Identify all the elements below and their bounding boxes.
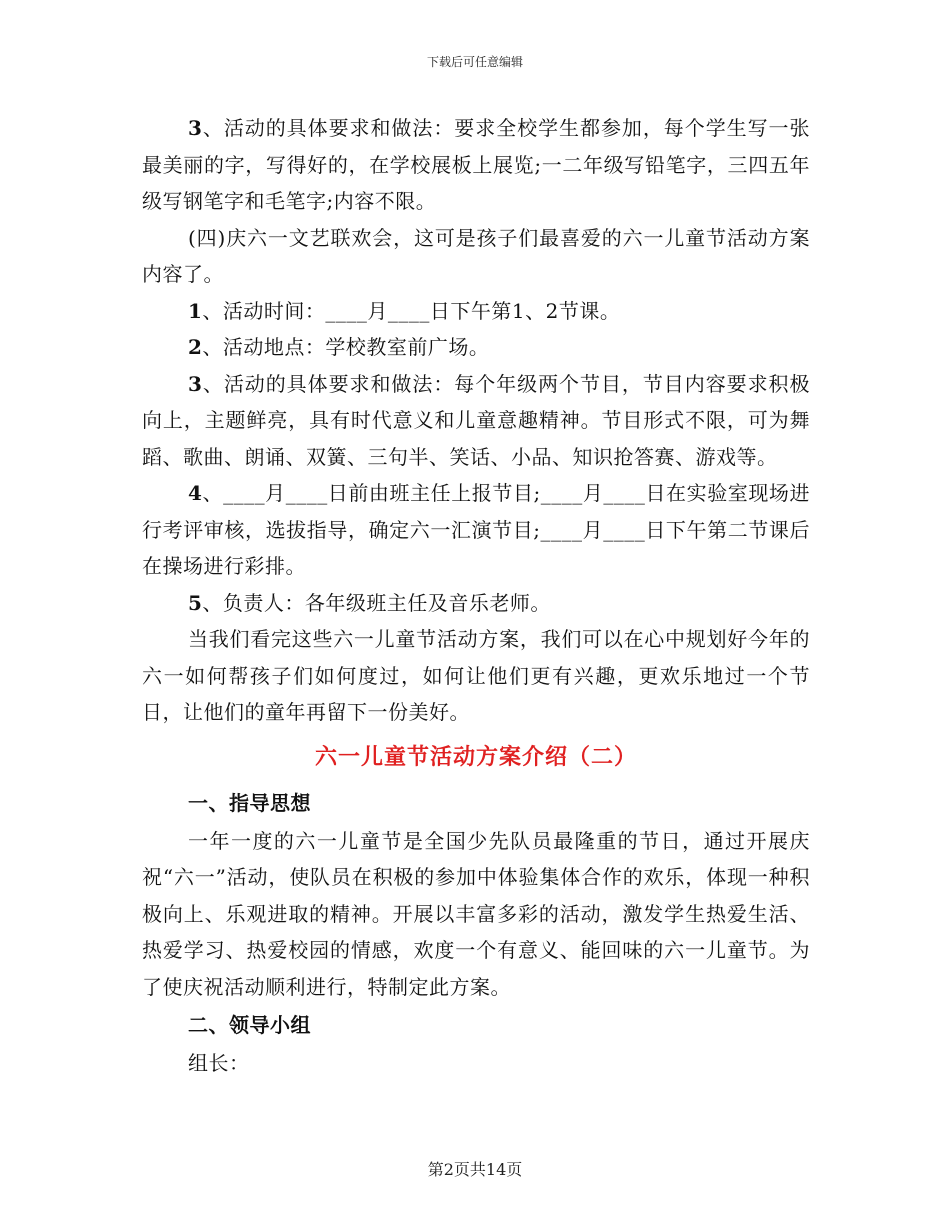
paragraph-text: 、负责人：各年级班主任及音乐老师。 xyxy=(202,590,551,615)
item-number: 5 xyxy=(188,590,203,615)
item-number: 4 xyxy=(188,481,203,505)
section-title: 六一儿童节活动方案介绍（二） xyxy=(314,743,637,770)
document-body xyxy=(142,110,810,1082)
paragraph-conclusion: 当我们看完这些六一儿童节活动方案，我们可以在心中规划好今年的六一如何帮孩子们如何度过，如何让他们更有兴趣，更欢乐地过一个节日，让他们的童年再留下一份美好。 xyxy=(142,627,810,724)
paragraph-text: 、活动时间：____月____日下午第1、2节课。 xyxy=(202,298,621,323)
paragraph-group-leader: 组长： xyxy=(188,1051,250,1075)
item-number: 2 xyxy=(188,335,203,359)
item-number: 3 xyxy=(188,371,203,396)
item-number: 3 xyxy=(188,116,203,140)
paragraph-text: 、活动的具体要求和做法：要求全校学生都参加，每个学生写一张最美丽的字，写得好的，在学校展板上展览;一二年级写铅笔字，三四五年级写钢笔字和毛笔字;内容不限。 xyxy=(142,116,810,213)
paragraph-item-3-requirements xyxy=(142,366,810,476)
page-footer: 第2页共14页 xyxy=(427,1160,523,1179)
heading-leadership-group: 二、领导小组 xyxy=(188,1013,311,1037)
paragraph-text: 、活动的具体要求和做法：每个年级两个节目，节目内容要求积极向上，主题鲜亮，具有时代意义和儿童意趣精神。节目形式不限，可为舞蹈、歌曲、朗诵、双簧、三句半、笑话、小品、知识抢答赛、游戏等。 xyxy=(142,371,810,469)
item-number: 1 xyxy=(188,298,203,323)
paragraph-guiding-ideas: 一年一度的六一儿童节是全国少先队员最隆重的节日，通过开展庆祝“六一”活动，使队员在积极的参加中体验集体合作的欢乐，体现一种积极向上、乐观进取的精神。开展以丰富多彩的活动，激发学生热爱生活、热爱学习、热爱校园的情感，欢度一个有意义、能回味的六一儿童节。为了使庆祝活动顺利进行，特制定此方案。 xyxy=(142,828,810,999)
paragraph-item-3-calligraphy xyxy=(142,110,810,220)
paragraph-text: 、____月____日前由班主任上报节目;____月____日在实验室现场进行考评审核，选拔指导，确定六一汇演节目;____月____日下午第二节课后在操场进行彩排。 xyxy=(142,481,810,578)
paragraph-text: 、活动地点：学校教室前广场。 xyxy=(202,335,490,359)
heading-guiding-ideas: 一、指导思想 xyxy=(188,790,311,815)
page-header: 下载后可任意编辑 xyxy=(426,55,523,69)
paragraph-party-intro: (四)庆六一文艺联欢会，这可是孩子们最喜爱的六一儿童节活动方案内容了。 xyxy=(142,225,810,286)
paragraph-item-2-location xyxy=(142,329,810,366)
paragraph-item-5-responsible xyxy=(142,585,810,622)
paragraph-item-1-time xyxy=(142,293,810,330)
paragraph-item-4-schedule xyxy=(142,475,810,585)
